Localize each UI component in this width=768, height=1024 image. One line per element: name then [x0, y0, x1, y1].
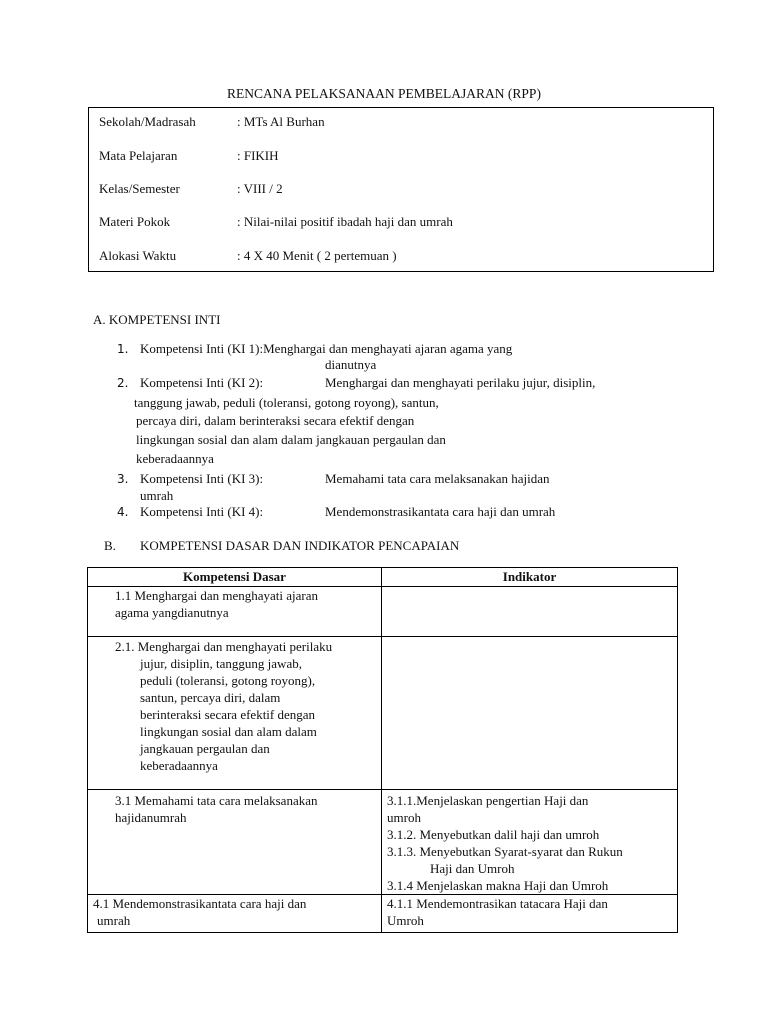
- ki1-text: Kompetensi Inti (KI 1):Menghargai dan menghayati ajaran agama yang: [140, 341, 513, 356]
- indicator-text: 3.1.2. Menyebutkan dalil haji dan umroh: [387, 827, 600, 842]
- indicator-cell: [382, 587, 678, 637]
- info-row-topic: [89, 214, 713, 232]
- info-row-time: [89, 248, 713, 266]
- info-value: : 4 X 40 Menit ( 2 pertemuan ): [237, 248, 397, 263]
- info-row-subject: [89, 148, 713, 166]
- info-value: : FIKIH: [237, 148, 279, 163]
- info-label: Materi Pokok: [99, 214, 171, 229]
- info-value: : Nilai-nilai positif ibadah haji dan umrah: [237, 214, 453, 229]
- section-b-letter: B.: [104, 538, 116, 553]
- indicator-cell: [382, 637, 678, 790]
- section-a-heading: A. KOMPETENSI INTI: [93, 312, 221, 327]
- indicator-cell: [382, 895, 678, 933]
- table-row: [88, 637, 678, 790]
- indicator-text: 4.1.1 Mendemontrasikan tatacara Haji dan: [387, 896, 608, 911]
- info-label: Alokasi Waktu: [99, 248, 177, 263]
- kd-text: 4.1 Mendemonstrasikantata cara haji dan: [93, 896, 307, 911]
- ki1-number: 1.: [117, 342, 129, 356]
- ki4-number: 4.: [117, 505, 129, 519]
- kd-text: 1.1 Menghargai dan menghayati ajaran: [115, 588, 318, 603]
- competency-table: [87, 567, 678, 933]
- kd-text: berinteraksi secara efektif dengan: [140, 707, 316, 722]
- info-value: : MTs Al Burhan: [237, 114, 325, 129]
- info-label: Sekolah/Madrasah: [99, 114, 196, 129]
- document-title: RENCANA PELAKSANAAN PEMBELAJARAN (RPP): [227, 86, 541, 101]
- ki3-number: 3.: [117, 472, 129, 486]
- kd-cell: [88, 895, 382, 933]
- info-label: Mata Pelajaran: [99, 148, 178, 163]
- kd-text: jangkauan pergaulan dan: [140, 741, 270, 756]
- ki4-label: Kompetensi Inti (KI 4):: [140, 504, 264, 519]
- kd-text: jujur, disiplin, tanggung jawab,: [140, 656, 302, 671]
- kd-text: umrah: [97, 913, 131, 928]
- kd-text: 2.1. Menghargai dan menghayati perilaku: [115, 639, 333, 654]
- ki2-number: 2.: [117, 376, 129, 390]
- info-row-school: [89, 114, 713, 132]
- kd-text: keberadaannya: [140, 758, 218, 773]
- indicator-text: 3.1.4 Menjelaskan makna Haji dan Umroh: [387, 878, 609, 893]
- indicator-text: 3.1.3. Menyebutkan Syarat-syarat dan Rukun: [387, 844, 623, 859]
- table-row: [88, 895, 678, 933]
- ki2-text-cont: lingkungan sosial dan alam dalam jangkauan pergaulan dan: [136, 432, 446, 447]
- kd-text: hajidanumrah: [115, 810, 187, 825]
- indicator-cell: [382, 790, 678, 895]
- column-header: Kompetensi Dasar: [88, 568, 382, 587]
- identity-box: [88, 107, 714, 272]
- indicator-text: umroh: [387, 810, 421, 825]
- table-header-row: [88, 568, 678, 587]
- kd-cell: [88, 587, 382, 637]
- ki2-text: Menghargai dan menghayati perilaku jujur, disiplin,: [325, 375, 596, 390]
- kd-cell: [88, 790, 382, 895]
- indicator-text: Umroh: [387, 913, 424, 928]
- ki1-text-cont: dianutnya: [325, 357, 377, 372]
- info-value: : VIII / 2: [237, 181, 283, 196]
- ki4-text: Mendemonstrasikantata cara haji dan umrah: [325, 504, 556, 519]
- kd-text: 3.1 Memahami tata cara melaksanakan: [115, 793, 318, 808]
- indicator-text: 3.1.1.Menjelaskan pengertian Haji dan: [387, 793, 589, 808]
- kd-text: lingkungan sosial dan alam dalam: [140, 724, 317, 739]
- ki2-label: Kompetensi Inti (KI 2):: [140, 375, 264, 390]
- section-b-heading: KOMPETENSI DASAR DAN INDIKATOR PENCAPAIAN: [140, 538, 460, 553]
- info-label: Kelas/Semester: [99, 181, 180, 196]
- ki3-text: Memahami tata cara melaksanakan hajidan: [325, 471, 550, 486]
- kd-text: santun, percaya diri, dalam: [140, 690, 281, 705]
- kd-cell: [88, 637, 382, 790]
- ki2-text-cont: percaya diri, dalam berinteraksi secara efektif dengan: [136, 413, 415, 428]
- table-row: [88, 587, 678, 637]
- info-row-class: [89, 181, 713, 199]
- indicator-text: Haji dan Umroh: [430, 861, 515, 876]
- ki2-text-cont: tanggung jawab, peduli (toleransi, gotong royong), santun,: [134, 395, 439, 410]
- kd-text: agama yangdianutnya: [115, 605, 229, 620]
- column-header: Indikator: [382, 568, 678, 587]
- ki3-label: Kompetensi Inti (KI 3):: [140, 471, 264, 486]
- table-row: [88, 790, 678, 895]
- kd-text: peduli (toleransi, gotong royong),: [140, 673, 316, 688]
- ki2-text-cont: keberadaannya: [136, 451, 214, 466]
- ki3-text-cont: umrah: [140, 488, 174, 503]
